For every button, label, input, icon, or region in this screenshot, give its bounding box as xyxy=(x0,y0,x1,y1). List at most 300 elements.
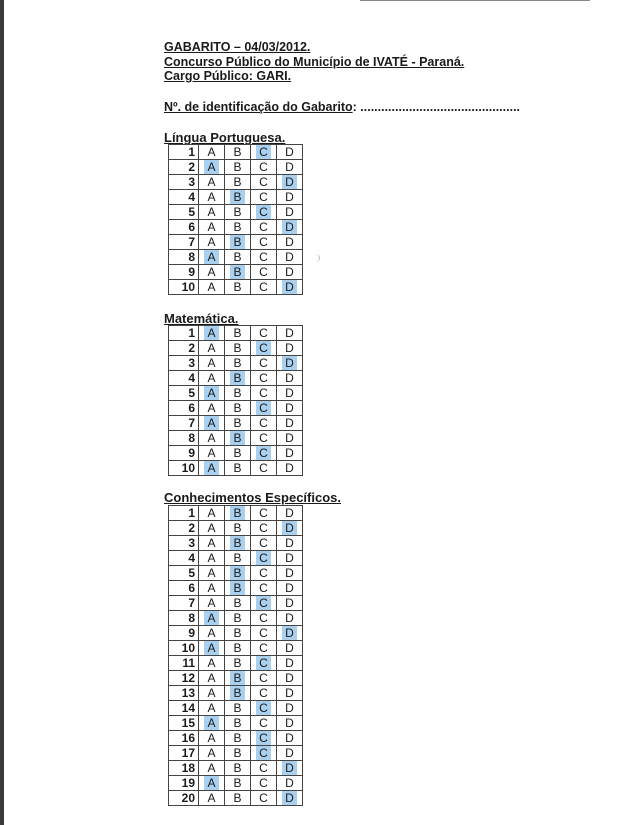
question-row xyxy=(169,521,303,536)
section-title-matematica: Matemática. xyxy=(164,311,239,326)
option-letter: D xyxy=(285,416,294,430)
option-cell xyxy=(225,280,251,295)
option-cell xyxy=(225,551,251,566)
option-cell xyxy=(277,506,303,521)
option-letter: A xyxy=(207,265,216,279)
option-letter: D xyxy=(285,716,294,730)
option-letter: A xyxy=(204,416,218,430)
option-cell xyxy=(251,776,277,791)
question-row xyxy=(169,551,303,566)
option-cell xyxy=(251,791,277,806)
option-letter: B xyxy=(233,250,242,264)
option-letter: C xyxy=(259,371,268,385)
option-letter: D xyxy=(282,220,297,234)
option-cell xyxy=(225,341,251,356)
option-cell xyxy=(251,416,277,431)
option-letter: A xyxy=(207,761,216,775)
option-letter: C xyxy=(259,536,268,550)
option-letter: A xyxy=(207,746,216,760)
option-letter: C xyxy=(256,656,271,670)
option-letter: B xyxy=(233,551,242,565)
option-cell xyxy=(277,145,303,160)
option-letter: C xyxy=(259,250,268,264)
option-letter: D xyxy=(285,701,294,715)
option-letter: A xyxy=(207,506,216,520)
selected-option-cell xyxy=(199,716,225,731)
option-letter: D xyxy=(285,235,294,249)
question-number: 19 xyxy=(169,776,199,791)
option-letter: C xyxy=(259,386,268,400)
option-letter: A xyxy=(207,596,216,610)
option-cell xyxy=(225,791,251,806)
option-cell xyxy=(277,401,303,416)
option-letter: D xyxy=(282,356,297,370)
question-number: 1 xyxy=(169,326,199,341)
option-letter: D xyxy=(285,326,294,340)
option-letter: D xyxy=(282,280,297,294)
question-row xyxy=(169,341,303,356)
identification-label: Nº. de identificação do Gabarito xyxy=(164,100,353,114)
option-cell xyxy=(277,596,303,611)
selected-option-cell xyxy=(251,731,277,746)
question-row xyxy=(169,716,303,731)
header-position: Cargo Público: GARI. xyxy=(164,69,292,83)
option-cell xyxy=(251,626,277,641)
question-number: 18 xyxy=(169,761,199,776)
option-letter: C xyxy=(256,731,271,745)
question-row xyxy=(169,145,303,160)
option-letter: D xyxy=(282,175,297,189)
selected-option-cell xyxy=(225,431,251,446)
question-number: 6 xyxy=(169,581,199,596)
question-row xyxy=(169,160,303,175)
option-cell xyxy=(277,386,303,401)
option-letter: B xyxy=(233,145,242,159)
question-number: 6 xyxy=(169,220,199,235)
option-letter: C xyxy=(259,160,268,174)
question-number: 5 xyxy=(169,205,199,220)
question-number: 17 xyxy=(169,746,199,761)
section-title-portugues: Língua Portuguesa. xyxy=(164,130,286,145)
option-letter: C xyxy=(259,190,268,204)
question-row xyxy=(169,175,303,190)
option-cell xyxy=(225,731,251,746)
question-row xyxy=(169,701,303,716)
option-cell xyxy=(225,326,251,341)
option-cell xyxy=(251,536,277,551)
option-cell xyxy=(277,250,303,265)
option-letter: B xyxy=(233,776,242,790)
option-cell xyxy=(199,551,225,566)
option-cell xyxy=(251,431,277,446)
question-number: 14 xyxy=(169,701,199,716)
option-cell xyxy=(251,581,277,596)
option-letter: D xyxy=(285,776,294,790)
question-row xyxy=(169,190,303,205)
option-cell xyxy=(251,160,277,175)
option-cell xyxy=(225,716,251,731)
option-letter: A xyxy=(207,371,216,385)
option-letter: C xyxy=(256,746,271,760)
option-cell xyxy=(277,205,303,220)
question-row xyxy=(169,671,303,686)
option-letter: A xyxy=(207,521,216,535)
option-letter: A xyxy=(207,686,216,700)
answer-table-especificos xyxy=(168,505,303,806)
option-letter: B xyxy=(233,611,242,625)
question-row xyxy=(169,656,303,671)
option-letter: B xyxy=(230,506,244,520)
option-cell xyxy=(277,265,303,280)
option-cell xyxy=(277,701,303,716)
question-number: 7 xyxy=(169,416,199,431)
option-cell xyxy=(251,235,277,250)
option-letter: B xyxy=(233,521,242,535)
option-letter: A xyxy=(207,701,216,715)
identification-colon: : xyxy=(352,100,357,114)
option-letter: C xyxy=(259,641,268,655)
option-letter: D xyxy=(285,581,294,595)
question-row xyxy=(169,461,303,476)
option-letter: D xyxy=(285,656,294,670)
option-cell xyxy=(199,761,225,776)
option-cell xyxy=(199,656,225,671)
option-letter: B xyxy=(233,716,242,730)
option-letter: D xyxy=(285,190,294,204)
option-letter: B xyxy=(233,656,242,670)
option-cell xyxy=(199,356,225,371)
option-letter: C xyxy=(259,566,268,580)
option-cell xyxy=(225,701,251,716)
question-number: 8 xyxy=(169,250,199,265)
selected-option-cell xyxy=(199,611,225,626)
selected-option-cell xyxy=(225,265,251,280)
option-letter: D xyxy=(285,250,294,264)
selected-option-cell xyxy=(277,280,303,295)
selected-option-cell xyxy=(225,506,251,521)
selected-option-cell xyxy=(225,686,251,701)
option-cell xyxy=(225,461,251,476)
option-letter: B xyxy=(230,581,244,595)
option-letter: A xyxy=(204,776,218,790)
option-letter: C xyxy=(259,326,268,340)
selected-option-cell xyxy=(199,386,225,401)
option-cell xyxy=(277,536,303,551)
option-letter: B xyxy=(233,416,242,430)
option-cell xyxy=(199,686,225,701)
option-cell xyxy=(277,566,303,581)
option-cell xyxy=(225,145,251,160)
option-letter: B xyxy=(233,761,242,775)
question-number: 4 xyxy=(169,551,199,566)
option-cell xyxy=(277,731,303,746)
scan-mark xyxy=(315,254,320,262)
option-letter: B xyxy=(233,446,242,460)
option-letter: A xyxy=(207,175,216,189)
option-letter: D xyxy=(285,746,294,760)
option-letter: B xyxy=(233,326,242,340)
question-number: 5 xyxy=(169,566,199,581)
question-number: 5 xyxy=(169,386,199,401)
option-cell xyxy=(199,235,225,250)
option-letter: C xyxy=(259,235,268,249)
option-letter: C xyxy=(256,205,271,219)
option-letter: B xyxy=(233,746,242,760)
option-letter: C xyxy=(256,145,271,159)
question-row xyxy=(169,506,303,521)
option-letter: C xyxy=(259,280,268,294)
option-letter: B xyxy=(233,596,242,610)
question-number: 12 xyxy=(169,671,199,686)
selected-option-cell xyxy=(277,626,303,641)
option-letter: B xyxy=(233,731,242,745)
option-letter: D xyxy=(282,791,297,805)
option-cell xyxy=(225,611,251,626)
option-letter: C xyxy=(259,611,268,625)
option-letter: A xyxy=(207,446,216,460)
option-letter: D xyxy=(285,686,294,700)
option-letter: C xyxy=(256,701,271,715)
answer-table-portugues xyxy=(168,144,303,295)
option-letter: A xyxy=(204,160,218,174)
option-letter: D xyxy=(282,761,297,775)
option-cell xyxy=(199,521,225,536)
option-letter: D xyxy=(285,641,294,655)
option-letter: B xyxy=(230,686,244,700)
option-letter: B xyxy=(230,265,244,279)
question-row xyxy=(169,205,303,220)
selected-option-cell xyxy=(277,356,303,371)
option-letter: C xyxy=(256,401,271,415)
answer-table-matematica xyxy=(168,325,303,476)
selected-option-cell xyxy=(199,326,225,341)
question-number: 10 xyxy=(169,641,199,656)
option-letter: C xyxy=(259,175,268,189)
selected-option-cell xyxy=(225,235,251,250)
question-row xyxy=(169,250,303,265)
option-letter: A xyxy=(207,626,216,640)
selected-option-cell xyxy=(225,190,251,205)
option-letter: B xyxy=(233,701,242,715)
option-letter: D xyxy=(285,160,294,174)
option-letter: A xyxy=(207,551,216,565)
option-letter: B xyxy=(230,431,244,445)
option-letter: D xyxy=(285,611,294,625)
option-letter: A xyxy=(204,326,218,340)
selected-option-cell xyxy=(251,145,277,160)
option-cell xyxy=(225,521,251,536)
option-cell xyxy=(277,461,303,476)
question-number: 4 xyxy=(169,190,199,205)
selected-option-cell xyxy=(251,746,277,761)
option-letter: B xyxy=(233,791,242,805)
option-cell xyxy=(277,190,303,205)
option-letter: D xyxy=(285,386,294,400)
question-row xyxy=(169,641,303,656)
option-letter: D xyxy=(282,521,297,535)
option-cell xyxy=(277,416,303,431)
option-cell xyxy=(251,250,277,265)
option-cell xyxy=(277,671,303,686)
option-cell xyxy=(199,791,225,806)
question-number: 15 xyxy=(169,716,199,731)
option-cell xyxy=(277,581,303,596)
selected-option-cell xyxy=(251,701,277,716)
option-letter: B xyxy=(233,386,242,400)
option-letter: C xyxy=(256,341,271,355)
question-row xyxy=(169,431,303,446)
option-letter: D xyxy=(285,401,294,415)
option-letter: C xyxy=(259,506,268,520)
option-cell xyxy=(199,220,225,235)
option-letter: D xyxy=(285,446,294,460)
selected-option-cell xyxy=(277,761,303,776)
option-letter: A xyxy=(207,401,216,415)
option-cell xyxy=(225,596,251,611)
option-cell xyxy=(251,371,277,386)
selected-option-cell xyxy=(199,160,225,175)
option-cell xyxy=(277,746,303,761)
identification-dots: .............................................. xyxy=(356,100,521,114)
option-letter: B xyxy=(233,280,242,294)
question-row xyxy=(169,566,303,581)
option-cell xyxy=(225,205,251,220)
option-cell xyxy=(225,160,251,175)
option-cell xyxy=(277,641,303,656)
option-cell xyxy=(225,746,251,761)
option-cell xyxy=(251,521,277,536)
option-cell xyxy=(199,536,225,551)
option-cell xyxy=(251,190,277,205)
option-cell xyxy=(277,551,303,566)
question-number: 7 xyxy=(169,235,199,250)
option-letter: D xyxy=(285,671,294,685)
selected-option-cell xyxy=(199,776,225,791)
option-cell xyxy=(199,175,225,190)
option-letter: B xyxy=(230,566,244,580)
option-letter: C xyxy=(259,686,268,700)
option-letter: D xyxy=(285,461,294,475)
question-row xyxy=(169,235,303,250)
option-letter: B xyxy=(233,341,242,355)
option-letter: B xyxy=(233,175,242,189)
option-letter: B xyxy=(233,401,242,415)
selected-option-cell xyxy=(251,205,277,220)
option-letter: B xyxy=(233,356,242,370)
option-cell xyxy=(199,746,225,761)
header-title: GABARITO – 04/03/2012. xyxy=(164,40,311,54)
option-cell xyxy=(199,446,225,461)
option-cell xyxy=(251,611,277,626)
question-number: 1 xyxy=(169,506,199,521)
option-cell xyxy=(251,265,277,280)
question-number: 16 xyxy=(169,731,199,746)
option-letter: A xyxy=(207,190,216,204)
question-row xyxy=(169,686,303,701)
option-letter: A xyxy=(207,671,216,685)
question-number: 2 xyxy=(169,521,199,536)
option-letter: C xyxy=(259,581,268,595)
option-cell xyxy=(199,265,225,280)
question-row xyxy=(169,596,303,611)
option-letter: A xyxy=(207,566,216,580)
option-cell xyxy=(225,401,251,416)
question-number: 6 xyxy=(169,401,199,416)
selected-option-cell xyxy=(251,656,277,671)
selected-option-cell xyxy=(199,461,225,476)
selected-option-cell xyxy=(251,551,277,566)
option-cell xyxy=(199,280,225,295)
option-cell xyxy=(199,145,225,160)
section-title-especificos: Conhecimentos Específicos. xyxy=(164,490,341,505)
question-number: 2 xyxy=(169,160,199,175)
selected-option-cell xyxy=(225,671,251,686)
option-cell xyxy=(225,416,251,431)
option-cell xyxy=(251,641,277,656)
option-letter: A xyxy=(204,641,218,655)
option-cell xyxy=(251,386,277,401)
question-row xyxy=(169,386,303,401)
option-cell xyxy=(199,431,225,446)
document-header xyxy=(164,40,464,84)
option-letter: A xyxy=(207,205,216,219)
option-cell xyxy=(199,190,225,205)
question-row xyxy=(169,761,303,776)
option-cell xyxy=(199,596,225,611)
question-number: 7 xyxy=(169,596,199,611)
option-letter: B xyxy=(230,536,244,550)
option-cell xyxy=(277,716,303,731)
question-number: 8 xyxy=(169,611,199,626)
option-cell xyxy=(225,356,251,371)
option-letter: A xyxy=(204,716,218,730)
scan-top-edge xyxy=(360,0,590,1)
question-row xyxy=(169,371,303,386)
question-number: 9 xyxy=(169,265,199,280)
option-cell xyxy=(251,280,277,295)
option-letter: A xyxy=(207,235,216,249)
selected-option-cell xyxy=(199,250,225,265)
question-number: 20 xyxy=(169,791,199,806)
option-letter: D xyxy=(282,626,297,640)
selected-option-cell xyxy=(277,521,303,536)
question-row xyxy=(169,776,303,791)
question-row xyxy=(169,220,303,235)
question-row xyxy=(169,416,303,431)
option-letter: A xyxy=(207,145,216,159)
option-cell xyxy=(199,371,225,386)
question-number: 13 xyxy=(169,686,199,701)
option-cell xyxy=(225,386,251,401)
option-letter: A xyxy=(207,536,216,550)
option-cell xyxy=(199,626,225,641)
option-cell xyxy=(225,446,251,461)
option-letter: D xyxy=(285,145,294,159)
option-letter: A xyxy=(207,731,216,745)
selected-option-cell xyxy=(277,220,303,235)
option-cell xyxy=(225,641,251,656)
selected-option-cell xyxy=(225,581,251,596)
option-cell xyxy=(277,326,303,341)
selected-option-cell xyxy=(251,596,277,611)
option-cell xyxy=(199,401,225,416)
question-row xyxy=(169,581,303,596)
question-row xyxy=(169,626,303,641)
question-number: 2 xyxy=(169,341,199,356)
option-letter: D xyxy=(285,536,294,550)
option-letter: A xyxy=(204,461,218,475)
option-cell xyxy=(277,371,303,386)
